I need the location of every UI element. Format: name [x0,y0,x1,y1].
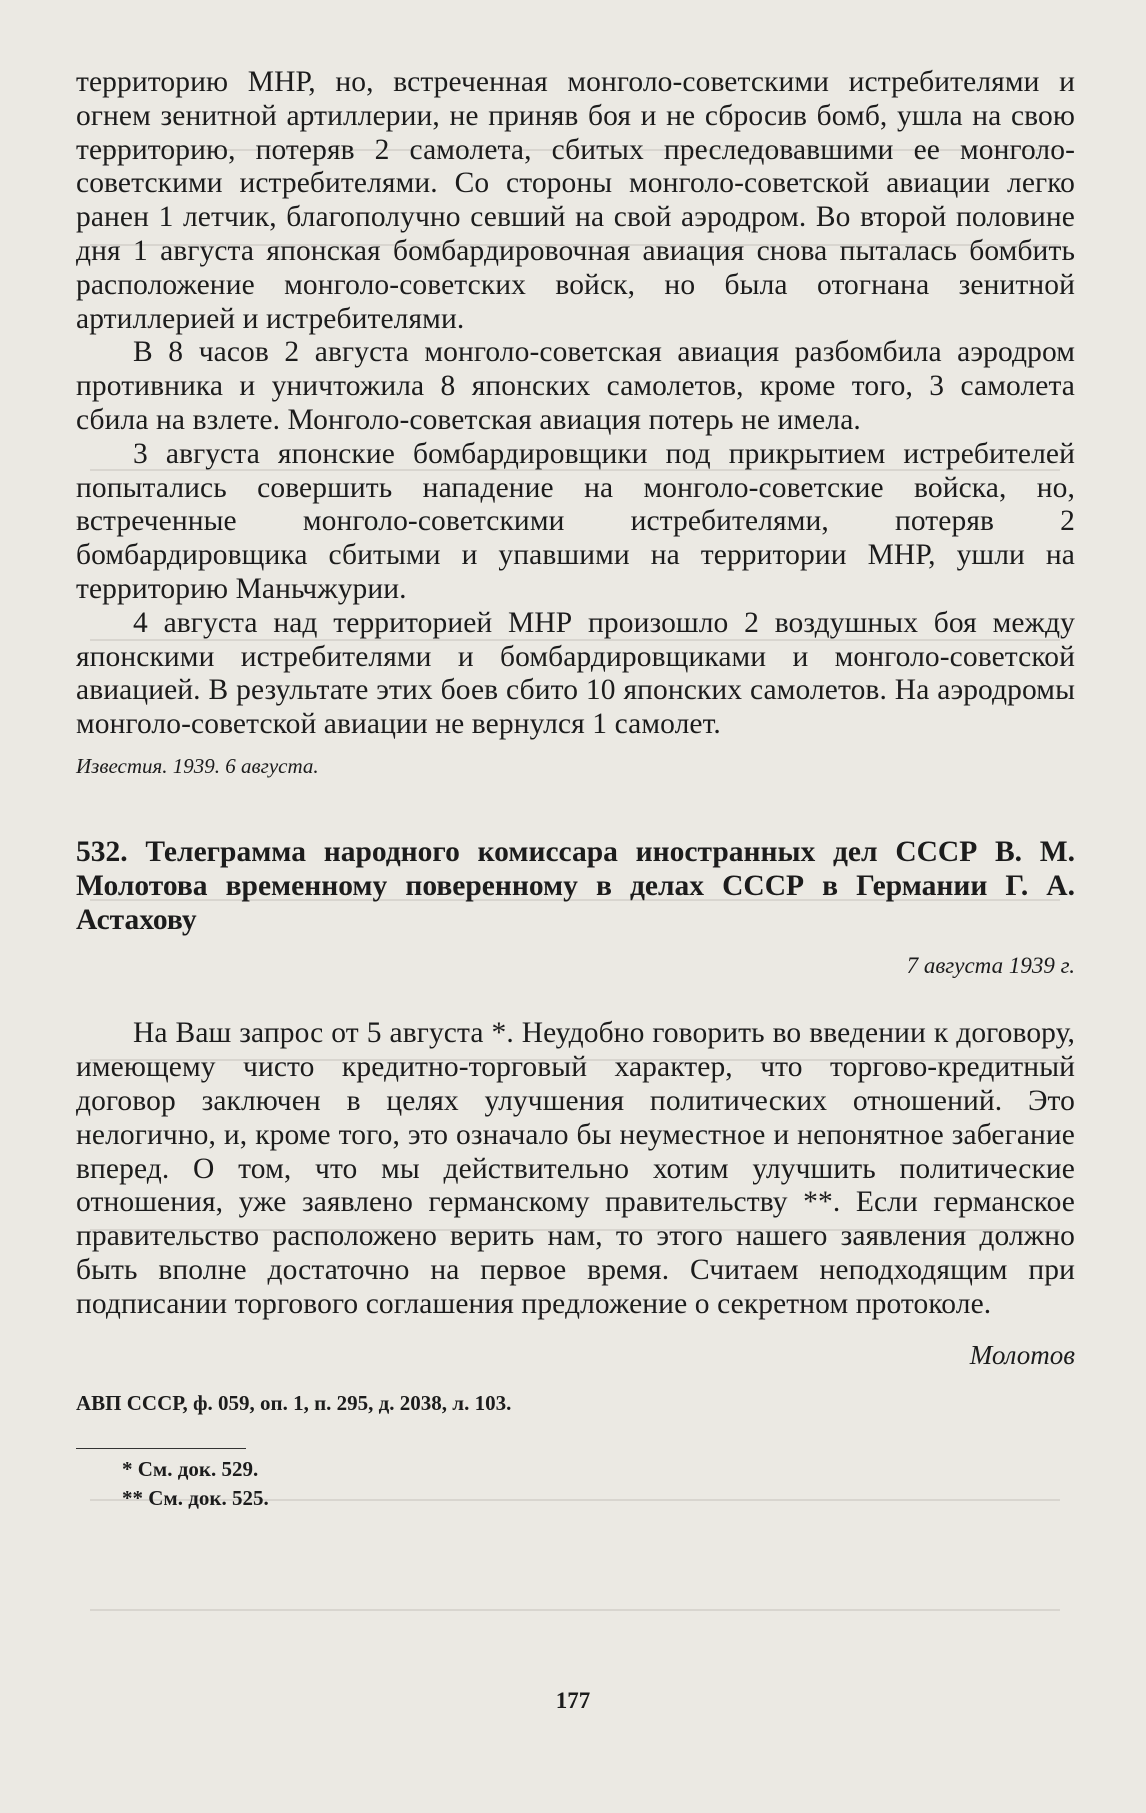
page-content [76,66,1075,1513]
paragraph-1: территорию МНР, но, встреченная монголо-советскими истребителями и огнем зенитной артиллерии, не приняв боя и не сбросив бомб, ушла на свою территорию, потеряв 2 самолета, сбитых преследовавшими ее монголо-советскими истребителями. Со стороны монголо-советской авиации легко ранен 1 летчик, благополучно севший на свой аэродром. Во второй половине дня 1 августа японская бомбардировочная авиация снова пыталась бомбить расположение монголо-советских войск, но была отогнана зенитной артиллерией и истребителями. [76,66,1075,335]
source-citation: Известия. 1939. 6 августа. [76,753,319,778]
footnotes [76,1455,1075,1513]
document-date: 7 августа 1939 г. [906,953,1075,979]
footnote-2: ** См. док. 525. [122,1485,269,1510]
paragraph-4: 4 августа над территорией МНР произошло 2 воздушных боя между японскими истребителями и бомбардировщиками и монголо-советской авиацией. В результате этих боев сбито 10 японских самолетов. На аэродромы монголо-советской авиации не вернулся 1 самолет. [76,606,1075,741]
archive-reference: АВП СССР, ф. 059, оп. 1, п. 295, д. 2038, л. 103. [76,1390,512,1415]
telegram-text: На Ваш запрос от 5 августа *. Неудобно говорить во введении к договору, имеющему чисто кредитно-торговый характер, что торгово-кредитный договор заключен в целях улучшения политических отношений. Это нелогично, и, кроме того, это означало бы неуместное и непонятное забегание вперед. О том, что мы действительно хотим улучшить политические отношения, уже заявлено германскому правительству **. Если германское правительство расположено верить нам, то этого нашего заявления должно быть вполне достаточно на первое время. Считаем неподходящим при подписании торгового соглашения предложение о секретном протоколе. [76,1017,1075,1320]
paragraph-3: 3 августа японские бомбардировщики под прикрытием истребителей попытались совершить нападение на монголо-советские войска, но, встреченные монголо-советскими истребителями, потеряв 2 бомбардировщика сбитыми и упавшими на территории МНР, ушли на территорию Маньчжурии. [76,437,1075,605]
document-number: 532. [76,835,128,868]
footnote-divider [76,1448,246,1449]
page-number: 177 [555,1688,591,1713]
telegram-body [76,1017,1075,1321]
signature: Молотов [969,1339,1075,1370]
paragraph-2: В 8 часов 2 августа монголо-советская авиация разбомбила аэродром противника и уничтожила 8 японских самолетов, кроме того, 3 самолета сбила на взлете. Монголо-советская авиация потерь не имела. [76,336,1075,436]
document-heading [76,836,1075,937]
footnote-1: * См. док. 529. [122,1456,259,1481]
document-title: Телеграмма народного комиссара иностранных дел СССР В. М. Молотова временному поверенному в делах СССР в Германии Г. А. Астахову [76,835,1076,936]
